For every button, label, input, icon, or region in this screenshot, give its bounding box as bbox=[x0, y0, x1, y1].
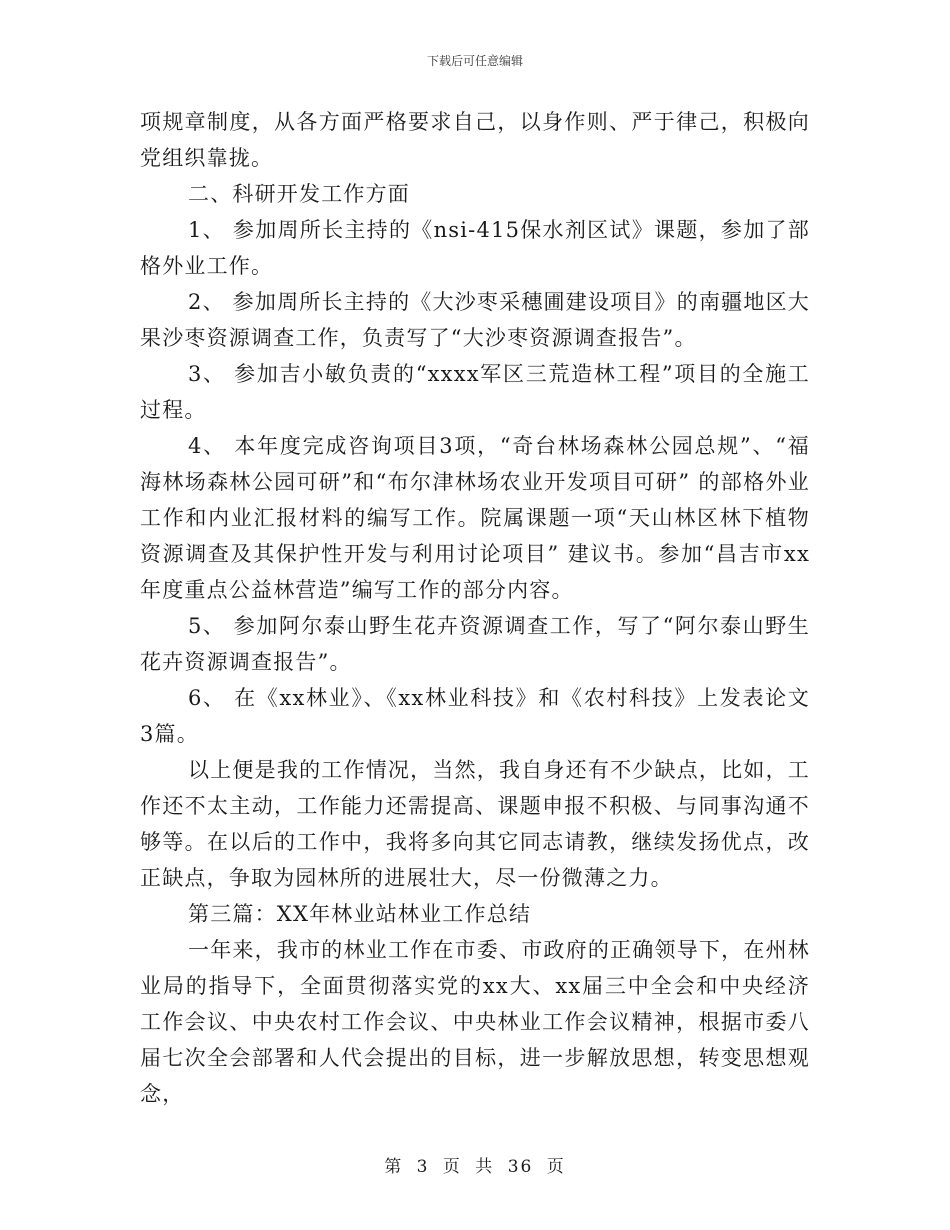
section-heading: 二、科研开发工作方面 bbox=[188, 182, 410, 206]
paragraph: 项规章制度，从各方面严格要求自己，以身作则、严于律己，积极向党组织靠拢。 bbox=[140, 110, 810, 170]
list-item: 2、 参加周所长主持的《大沙枣采穗圃建设项目》的南疆地区大果沙枣资源调查工作，负责写了“大沙枣资源调查报告”。 bbox=[140, 290, 810, 350]
page-header: 下载后可任意编辑 bbox=[426, 54, 523, 68]
list-item: 4、 本年度完成咨询项目3项，“奇台林场森林公园总规”、“福海林场森林公园可研”和“布尔津林场农业开发项目可研” 的部格外业工作和内业汇报材料的编写工作。院属课题一项“天山林区林下植物资源调查及其保护性开发与利用讨论项目” 建议书。参加“昌吉市xx年度重点公益林营造”编写工作的部分内容。 bbox=[140, 434, 810, 602]
list-item: 1、 参加周所长主持的《nsi-415保水剂区试》课题，参加了部格外业工作。 bbox=[140, 218, 810, 278]
list-item: 6、 在《xx林业》、《xx林业科技》和《农村科技》上发表论文3篇。 bbox=[140, 686, 810, 746]
list-item: 5、 参加阿尔泰山野生花卉资源调查工作，写了“阿尔泰山野生花卉资源调查报告”。 bbox=[140, 614, 810, 674]
page-footer: 第 3 页 共 36 页 bbox=[384, 1157, 566, 1177]
paragraph: 一年来，我市的林业工作在市委、市政府的正确领导下，在州林业局的指导下，全面贯彻落实党的xx大、xx届三中全会和中央经济工作会议、中央农村工作会议、中央林业工作会议精神，根据市委八届七次全会部署和人代会提出的目标，进一步解放思想，转变思想观念， bbox=[140, 938, 810, 1106]
document-body bbox=[140, 104, 810, 1112]
paragraph: 以上便是我的工作情况，当然，我自身还有不少缺点，比如，工作还不太主动，工作能力还需提高、课题申报不积极、与同事沟通不够等。在以后的工作中，我将多向其它同志请教，继续发扬优点，改正缺点，争取为园林所的进展壮大，尽一份微薄之力。 bbox=[140, 758, 810, 890]
section-heading: 第三篇：XX年林业站林业工作总结 bbox=[188, 902, 532, 926]
list-item: 3、 参加吉小敏负责的“xxxx军区三荒造林工程”项目的全施工过程。 bbox=[140, 362, 810, 422]
